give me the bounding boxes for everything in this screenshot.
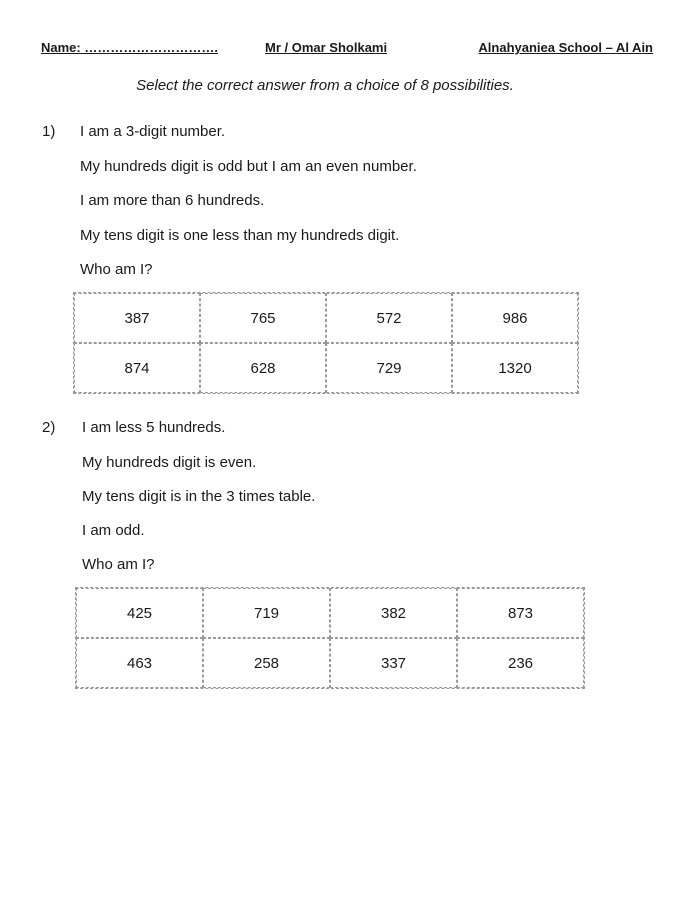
choice-option[interactable]: 719 [203,588,330,638]
choice-option[interactable]: 337 [330,638,457,688]
question-1-number: 1) [42,123,56,140]
school-name: Alnahyaniea School – Al Ain [478,40,653,55]
question-2-line: My tens digit is in the 3 times table. [82,488,316,505]
question-2-line: I am less 5 hundreds. [82,419,226,436]
question-1-line: My tens digit is one less than my hundreds digit. [80,227,400,244]
question-2-line: I am odd. [82,522,145,539]
question-2-prompt: Who am I? [82,556,155,573]
instruction-text: Select the correct answer from a choice of 8 possibilities. [136,77,514,94]
question-1-line: I am more than 6 hundreds. [80,192,265,209]
question-2-number: 2) [42,419,56,436]
choice-row [74,343,578,393]
question-1-prompt: Who am I? [80,261,153,278]
choice-option[interactable]: 628 [200,343,326,393]
choice-row [74,293,578,343]
choice-option[interactable]: 425 [76,588,203,638]
choice-option[interactable]: 382 [330,588,457,638]
question-1-choices [73,292,579,394]
question-1-line: I am a 3-digit number. [80,123,226,140]
question-1-line: My hundreds digit is odd but I am an even number. [80,158,417,175]
choice-option[interactable]: 258 [203,638,330,688]
choice-row [76,588,584,638]
choice-option[interactable]: 873 [457,588,584,638]
choice-row [76,638,584,688]
question-2-line: My hundreds digit is even. [82,454,257,471]
choice-option[interactable]: 986 [452,293,578,343]
choice-option[interactable]: 463 [76,638,203,688]
teacher-name: Mr / Omar Sholkami [265,40,388,55]
student-name-field: Name: …………………………. [41,40,218,55]
choice-option[interactable]: 765 [200,293,326,343]
page-header [41,40,653,62]
choice-option[interactable]: 572 [326,293,452,343]
choice-option[interactable]: 874 [74,343,200,393]
question-2-choices [75,587,585,689]
choice-option[interactable]: 729 [326,343,452,393]
choice-option[interactable]: 1320 [452,343,578,393]
choice-option[interactable]: 236 [457,638,584,688]
choice-option[interactable]: 387 [74,293,200,343]
